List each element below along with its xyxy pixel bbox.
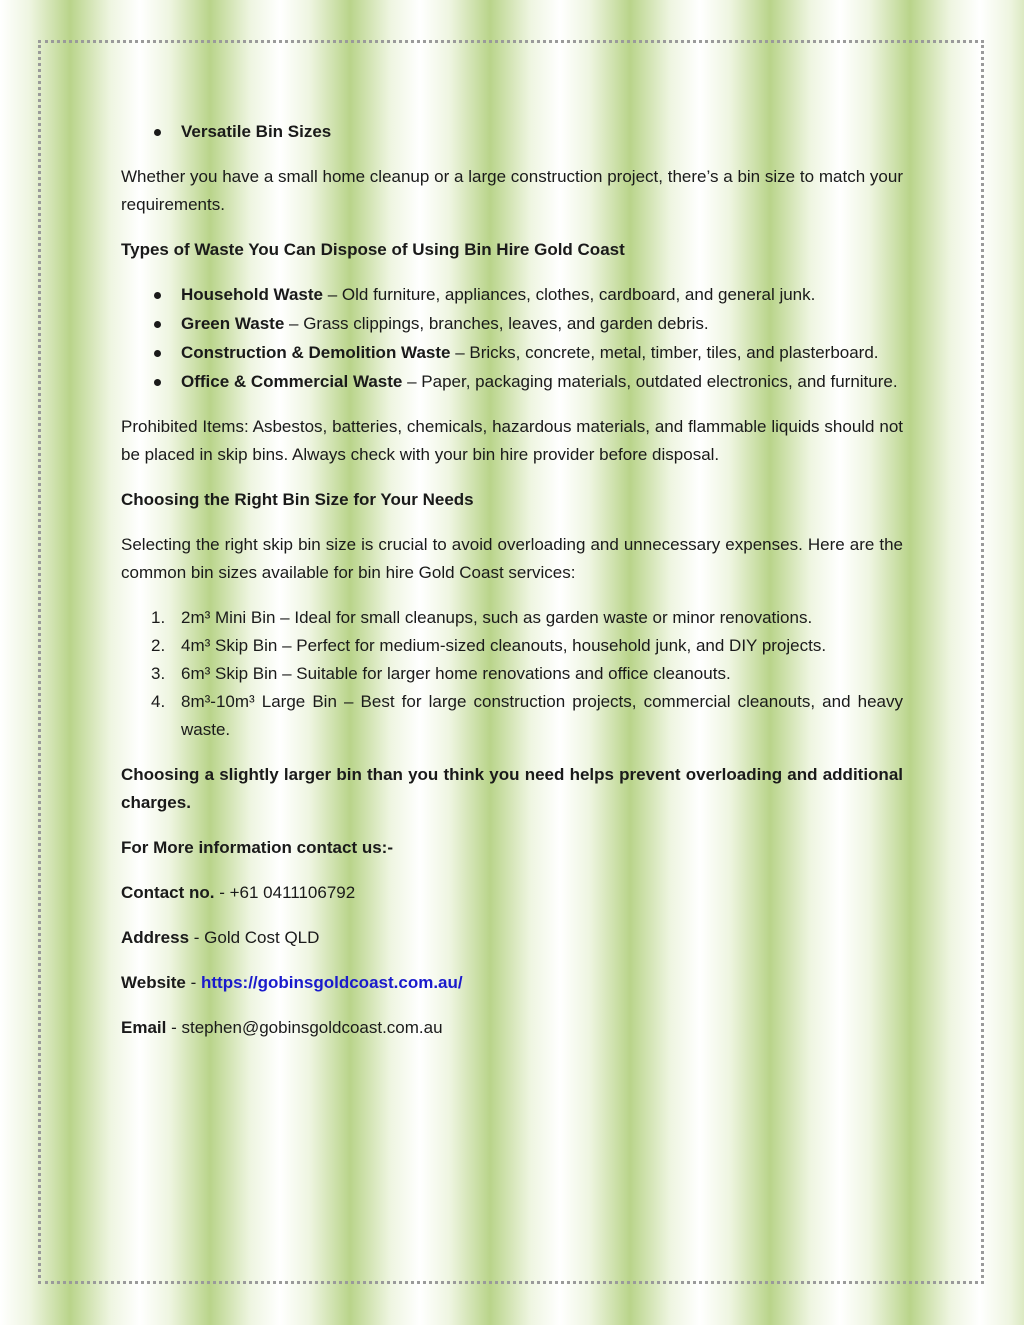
contact-heading: For More information contact us:- — [121, 838, 393, 857]
prohibited-note: Prohibited Items: Asbestos, batteries, chemicals, hazardous materials, and flammable liquids should not be placed in skip bins. Always check with your bin hire provider before disposal. — [121, 417, 903, 464]
list-item: Construction & Demolition Waste – Bricks, concrete, metal, timber, tiles, and plasterboard. — [121, 339, 903, 367]
list-item: Green Waste – Grass clippings, branches, leaves, and garden debris. — [121, 310, 903, 338]
website-link[interactable]: https://gobinsgoldcoast.com.au/ — [200, 973, 463, 992]
versatile-heading: Versatile Bin Sizes — [181, 122, 332, 141]
list-item: Office & Commercial Waste – Paper, packaging materials, outdated electronics, and furniture. — [121, 368, 903, 396]
versatile-list — [121, 118, 903, 146]
document-body — [121, 118, 903, 1042]
waste-list — [121, 281, 903, 396]
size-list — [121, 604, 903, 744]
contact-phone: Contact no. - +61 0411106792 — [121, 883, 356, 902]
list-item: 1. 2m³ Mini Bin – Ideal for small cleanups, such as garden waste or minor renovations. — [151, 608, 813, 627]
contact-email: Email - stephen@gobinsgoldcoast.com.au — [121, 1018, 443, 1037]
list-item — [121, 118, 903, 146]
list-item: Household Waste – Old furniture, appliances, clothes, cardboard, and general junk. — [121, 281, 903, 309]
contact-website: Website - https://gobinsgoldcoast.com.au/ — [121, 973, 463, 992]
waste-heading: Types of Waste You Can Dispose of Using Bin Hire Gold Coast — [121, 240, 625, 259]
size-intro: Selecting the right skip bin size is crucial to avoid overloading and unnecessary expenses. Here are the common bin sizes available for bin hire Gold Coast services: — [121, 535, 903, 582]
list-item: 3. 6m³ Skip Bin – Suitable for larger home renovations and office cleanouts. — [151, 664, 731, 683]
size-heading: Choosing the Right Bin Size for Your Needs — [121, 490, 474, 509]
contact-address: Address - Gold Cost QLD — [121, 928, 320, 947]
list-item: 4. 8m³-10m³ Large Bin – Best for large construction projects, commercial cleanouts, and heavy waste. — [151, 692, 903, 739]
advice-text: Choosing a slightly larger bin than you think you need helps prevent overloading and additional charges. — [121, 765, 903, 812]
versatile-text: Whether you have a small home cleanup or a large construction project, there’s a bin size to match your requirements. — [121, 167, 903, 214]
list-item: 2. 4m³ Skip Bin – Perfect for medium-sized cleanouts, household junk, and DIY projects. — [151, 636, 827, 655]
